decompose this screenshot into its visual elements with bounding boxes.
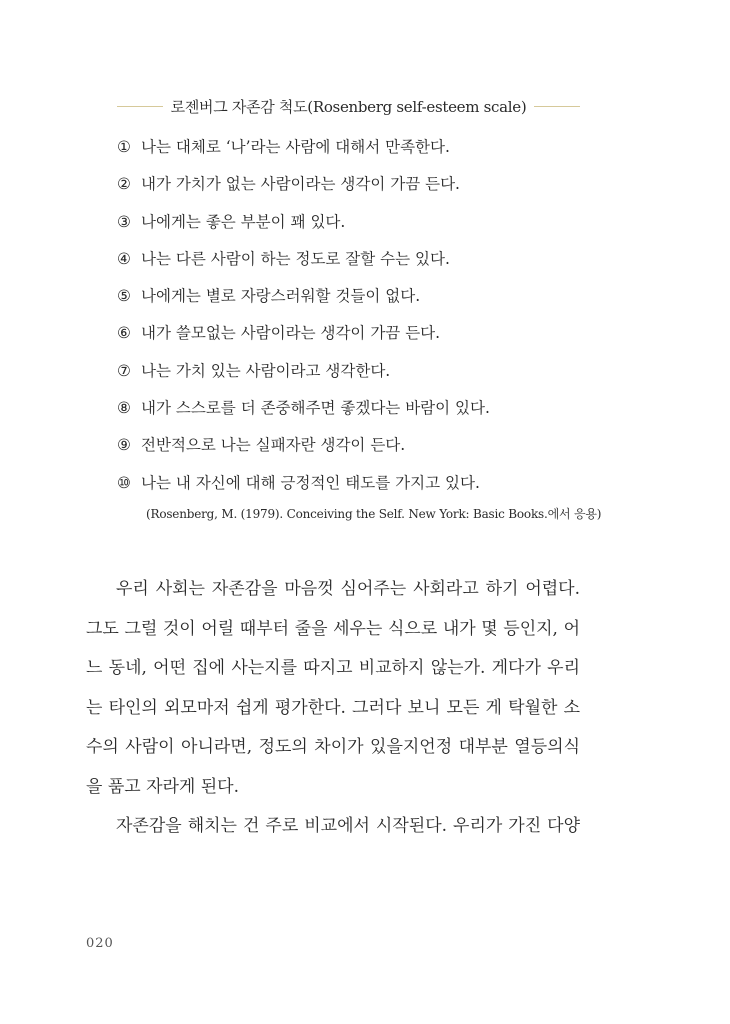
item-text: 나는 가치 있는 사람이라고 생각한다. — [141, 361, 391, 380]
body-line: 을 품고 자라게 된다. — [86, 776, 239, 797]
body-line: 수의 사람이 아니라면, 정도의 차이가 있을지언정 대부분 열등의식 — [86, 737, 580, 757]
item-number: ⑩ — [117, 473, 131, 492]
item-number: ⑨ — [117, 436, 131, 455]
item-text: 나에게는 별로 자랑스러워할 것들이 없다. — [141, 287, 421, 306]
item-text: 나는 대체로 ‘나’라는 사람에 대해서 만족한다. — [141, 138, 450, 156]
heading-rule-right — [534, 106, 580, 107]
body-line: 우리 사회는 자존감을 마음껏 심어주는 사회라고 하기 어렵다. — [116, 579, 580, 599]
scale-item — [117, 358, 490, 395]
scale-item — [117, 171, 490, 208]
scale-item — [117, 320, 490, 357]
item-text: 내가 쓸모없는 사람이라는 생각이 가끔 든다. — [141, 324, 441, 343]
body-line: 는 타인의 외모마저 쉽게 평가한다. 그러다 보니 모든 게 탁월한 소 — [86, 697, 580, 718]
heading-rule-left — [117, 106, 163, 107]
scale-items — [117, 134, 490, 507]
source-citation: (Rosenberg, M. (1979). Conceiving the Self. New York: Basic Books.에서 응용) — [146, 507, 602, 521]
scale-item — [117, 395, 490, 432]
scale-item — [117, 134, 490, 171]
item-text: 전반적으로 나는 실패자란 생각이 든다. — [141, 436, 406, 455]
scale-item — [117, 209, 490, 246]
body-line: 그도 그럴 것이 어릴 때부터 줄을 세우는 식으로 내가 몇 등인지, 어 — [86, 618, 580, 639]
item-number: ⑧ — [117, 399, 131, 418]
body-line: 느 동네, 어떤 집에 사는지를 따지고 비교하지 않는가. 게다가 우리 — [86, 658, 580, 678]
item-text: 나는 내 자신에 대해 긍정적인 태도를 가지고 있다. — [141, 473, 480, 492]
item-number: ③ — [117, 212, 131, 231]
body-line: 자존감을 해치는 건 주로 비교에서 시작된다. 우리가 가진 다양 — [116, 816, 580, 836]
item-number: ⑦ — [117, 361, 131, 380]
item-number: ⑤ — [117, 287, 131, 306]
scale-heading — [117, 96, 580, 117]
scale-item — [117, 283, 490, 320]
page-number: 020 — [86, 936, 114, 951]
item-text: 내가 가치가 없는 사람이라는 생각이 가끔 든다. — [141, 175, 460, 194]
item-number: ② — [117, 175, 131, 194]
scale-item — [117, 470, 490, 507]
item-number: ⑥ — [117, 324, 131, 343]
body-text — [86, 574, 580, 851]
item-number: ④ — [117, 249, 131, 268]
item-text: 내가 스스로를 더 존중해주면 좋겠다는 바람이 있다. — [141, 399, 490, 418]
item-text: 나에게는 좋은 부분이 꽤 있다. — [141, 212, 346, 231]
item-text: 나는 다른 사람이 하는 정도로 잘할 수는 있다. — [141, 249, 450, 268]
scale-item — [117, 246, 490, 283]
item-number: ① — [117, 138, 131, 156]
scale-item — [117, 432, 490, 469]
heading-title: 로젠버그 자존감 척도(Rosenberg self-esteem scale) — [170, 98, 527, 116]
